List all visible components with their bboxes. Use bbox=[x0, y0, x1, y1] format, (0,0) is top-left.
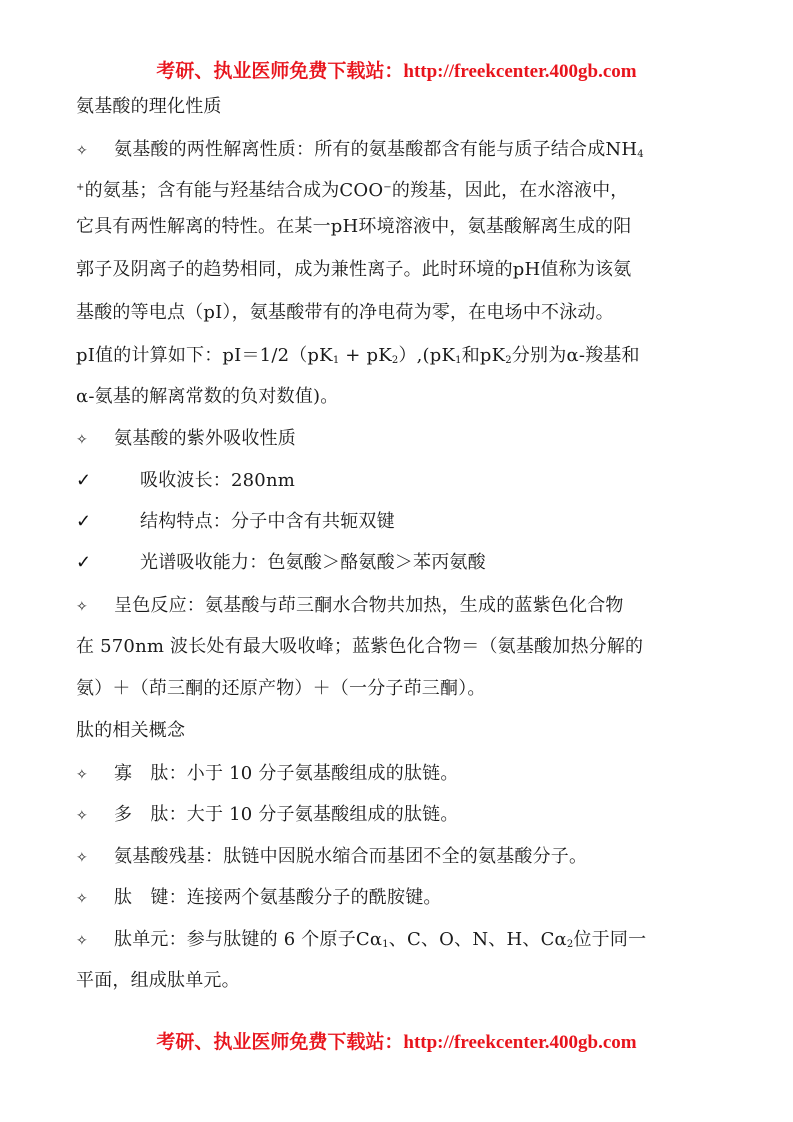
list-item: ✓ 光谱吸收能力：色氨酸＞酪氨酸＞苯丙氨酸 bbox=[76, 548, 716, 578]
paragraph-line: ✧ 氨基酸的两性解离性质：所有的氨基酸都含有能与质子结合成$NH_4$ bbox=[76, 135, 716, 165]
check-bullet-icon: ✓ bbox=[76, 552, 92, 573]
diamond-bullet-icon: ✧ bbox=[76, 891, 88, 907]
diamond-bullet-icon: ✧ bbox=[76, 599, 88, 615]
header-watermark: 考研、执业医师免费下载站：http://freekcenter.400gb.com bbox=[156, 61, 637, 82]
paragraph-line: 基酸的等电点（pI），氨基酸带有的净电荷为零，在电场中不泳动。 bbox=[76, 302, 614, 323]
footer-watermark: 考研、执业医师免费下载站：http://freekcenter.400gb.com bbox=[156, 1032, 637, 1053]
check-bullet-icon: ✓ bbox=[76, 511, 92, 532]
diamond-bullet-icon: ✧ bbox=[76, 767, 88, 783]
paragraph-line: α-氨基的解离常数的负对数值)。 bbox=[76, 386, 339, 407]
list-item: ✧ 肽 键：连接两个氨基酸分子的酰胺键。 bbox=[76, 883, 716, 913]
list-item: ✧ 肽单元：参与肽键的 6 个原子$C\alpha_1$、C、O、N、H、$C\alpha_2$位于同一 bbox=[76, 925, 716, 955]
check-bullet-icon: ✓ bbox=[76, 470, 92, 491]
list-item: ✧ 寡 肽：小于 10 分子氨基酸组成的肽链。 bbox=[76, 759, 716, 789]
list-item: ✧ 氨基酸残基：肽链中因脱水缩合而基团不全的氨基酸分子。 bbox=[76, 842, 716, 872]
diamond-bullet-icon: ✧ bbox=[76, 808, 88, 824]
paragraph-line: 在 570nm 波长处有最大吸收峰；蓝紫色化合物＝（氨基酸加热分解的 bbox=[76, 636, 644, 657]
paragraph-line: 氨）＋（茚三酮的还原产物）＋（一分子茚三酮）。 bbox=[76, 678, 486, 699]
section-heading: 氨基酸的理化性质 bbox=[76, 96, 222, 117]
paragraph-line: +的氨基；含有能与羟基结合成为COO−的羧基，因此，在水溶液中， bbox=[76, 180, 629, 201]
section-heading: 肽的相关概念 bbox=[76, 720, 186, 741]
paragraph-line: pI值的计算如下：$pI=1/2(pK_1 + pK_2),(pK_1$和$pK_2$分别为α-羧基和 bbox=[76, 345, 640, 366]
diamond-bullet-icon: ✧ bbox=[76, 432, 88, 448]
diamond-bullet-icon: ✧ bbox=[76, 933, 88, 949]
list-item: ✧ 氨基酸的紫外吸收性质 bbox=[76, 424, 716, 454]
list-item: ✧ 多 肽：大于 10 分子氨基酸组成的肽链。 bbox=[76, 800, 716, 830]
list-item: ✓ 结构特点：分子中含有共轭双键 bbox=[76, 507, 716, 537]
paragraph-line: 郭子及阴离子的趋势相同，成为兼性离子。此时环境的pH值称为该氨 bbox=[76, 259, 632, 280]
paragraph-line: 平面，组成肽单元。 bbox=[76, 970, 240, 991]
diamond-bullet-icon: ✧ bbox=[76, 850, 88, 866]
list-item: ✧ 呈色反应：氨基酸与茚三酮水合物共加热，生成的蓝紫色化合物 bbox=[76, 591, 716, 621]
list-item: ✓ 吸收波长：280nm bbox=[76, 466, 716, 496]
paragraph-line: 它具有两性解离的特性。在某一pH环境溶液中，氨基酸解离生成的阳 bbox=[76, 216, 632, 237]
diamond-bullet-icon: ✧ bbox=[76, 143, 88, 159]
